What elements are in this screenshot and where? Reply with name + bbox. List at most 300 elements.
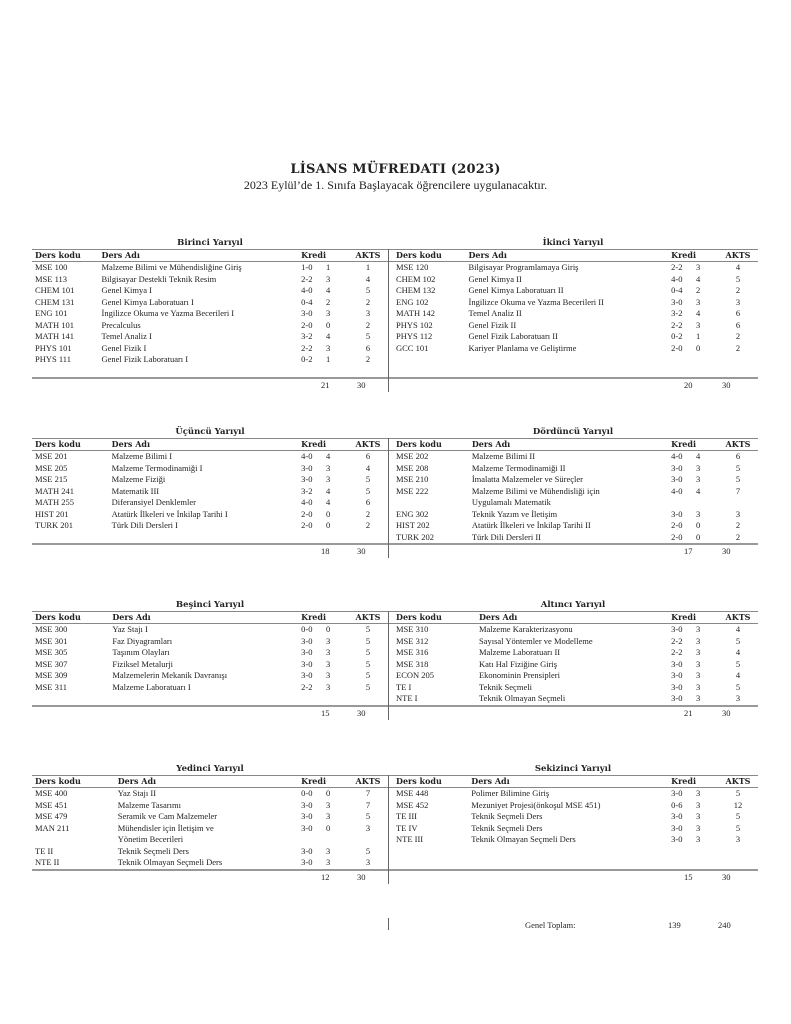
course-code: PHYS 112 [396, 331, 433, 341]
course-akts: 3 [735, 834, 741, 844]
total-rule [32, 543, 758, 545]
course-code: TE III [396, 811, 418, 821]
course-row [32, 800, 388, 812]
course-row [388, 297, 758, 309]
course-kredi: 1 [326, 262, 331, 272]
course-name: İngilizce Okuma ve Yazma Becerileri I [101, 308, 235, 318]
course-name: Teknik Seçmeli Ders [471, 822, 543, 833]
course-kredi: 0 [326, 520, 331, 530]
header-code: Ders kodu [396, 439, 442, 449]
course-name: Yönetim Becerileri [117, 834, 184, 844]
course-akts: 5 [365, 681, 371, 692]
course-name: Genel Kimya Laboratuarı I [101, 296, 194, 307]
column-divider [388, 438, 389, 558]
course-kredi: 0 [696, 342, 701, 353]
course-code: ENG 302 [396, 508, 429, 519]
course-hours: 3-0 [301, 857, 313, 867]
course-kredi: 4 [696, 308, 701, 318]
course-code: MSE 448 [396, 788, 429, 798]
course-akts: 5 [365, 635, 371, 646]
header-akts: AKTS [355, 776, 381, 786]
course-kredi: 3 [326, 799, 331, 810]
course-name: Taşınım Olayları [112, 647, 170, 657]
course-kredi: 4 [326, 331, 331, 341]
course-hours: 3-0 [671, 462, 683, 473]
course-akts: 2 [735, 331, 741, 341]
course-row [388, 834, 758, 846]
header-kredi: Kredi [301, 612, 326, 622]
course-hours: 3-0 [301, 822, 313, 833]
course-akts: 6 [365, 342, 371, 353]
course-row [388, 331, 758, 343]
course-row [388, 474, 758, 486]
total-kredi: 17 [684, 546, 693, 556]
course-code: MSE 202 [396, 451, 429, 461]
course-akts: 12 [733, 799, 743, 810]
course-row [388, 532, 758, 544]
total-akts: 30 [722, 871, 731, 882]
course-name: Bilgisayar Destekli Teknik Resim [101, 273, 217, 284]
course-hours: 2-2 [301, 681, 313, 692]
course-kredi: 3 [326, 647, 331, 657]
course-code [32, 834, 118, 846]
semester-title: Dördüncü Yarıyıl [532, 427, 614, 437]
semester-4 [388, 427, 758, 543]
course-code: CHEM 102 [396, 273, 436, 284]
course-row [388, 670, 758, 682]
course-akts: 4 [735, 670, 741, 680]
course-hours: 3-0 [301, 474, 313, 484]
semester-title: Yedinci Yarıyıl [176, 764, 244, 774]
semester-7 [32, 764, 388, 869]
course-kredi: 3 [696, 788, 701, 798]
header-akts: AKTS [725, 612, 751, 622]
course-akts: 2 [735, 520, 741, 530]
course-akts: 5 [735, 474, 741, 484]
course-row [32, 670, 388, 682]
course-row [32, 509, 388, 521]
course-code: MSE 113 [35, 273, 68, 284]
course-name: Malzeme Bilimi ve Mühendisliği için [471, 485, 600, 496]
course-name: Atatürk İlkeleri ve İnkilap Tarihi II [471, 520, 591, 530]
course-row [32, 659, 388, 671]
course-kredi: 4 [696, 485, 701, 496]
course-code: MSE 311 [35, 681, 68, 692]
course-hours: 2-2 [671, 319, 683, 330]
header-akts: AKTS [725, 439, 751, 449]
course-code: MSE 215 [35, 474, 68, 484]
course-code: MSE 120 [396, 262, 429, 272]
course-hours: 0-4 [671, 285, 683, 295]
course-row [388, 320, 758, 332]
total-rule [32, 869, 758, 871]
course-akts: 5 [365, 845, 371, 856]
course-hours: 4-0 [671, 451, 683, 461]
course-row [32, 811, 388, 823]
course-akts: 5 [365, 331, 371, 341]
course-row [388, 308, 758, 320]
course-akts: 5 [735, 635, 741, 646]
header-kredi: Kredi [671, 612, 696, 622]
course-code: TE I [396, 681, 412, 692]
course-name: Malzemelerin Mekanik Davranışı [112, 670, 228, 680]
course-hours: 0-0 [301, 788, 313, 798]
course-row [388, 659, 758, 671]
course-name: Genel Fizik II [468, 319, 517, 330]
course-akts: 2 [735, 285, 741, 295]
course-hours: 3-0 [301, 635, 313, 646]
semester-5 [32, 600, 388, 693]
total-kredi: 15 [684, 871, 693, 882]
course-row [388, 788, 758, 800]
course-kredi: 2 [696, 285, 701, 295]
header-spacer [326, 439, 348, 451]
course-name: Malzeme Laboratuarı II [478, 647, 561, 657]
course-hours: 3-0 [671, 788, 683, 798]
column-divider [388, 249, 389, 392]
course-kredi [696, 497, 718, 509]
column-divider [388, 775, 389, 884]
course-akts [718, 497, 758, 509]
course-row [32, 636, 388, 648]
course-kredi: 3 [326, 811, 331, 821]
semester-title: Beşinci Yarıyıl [175, 600, 245, 610]
course-kredi: 3 [326, 635, 331, 646]
course-row [388, 262, 758, 274]
total-rule [32, 705, 758, 707]
course-kredi: 3 [696, 799, 701, 810]
course-row [32, 451, 388, 463]
course-kredi: 3 [696, 635, 701, 646]
course-name: Uygulamalı Matematik [471, 497, 551, 507]
course-kredi: 3 [326, 273, 331, 284]
course-akts: 7 [365, 788, 371, 798]
course-code: MSE 310 [396, 624, 429, 634]
course-hours: 3-0 [671, 811, 683, 821]
course-row [32, 857, 388, 869]
course-akts: 4 [365, 273, 371, 284]
course-code: PHYS 111 [35, 354, 71, 364]
course-name: Teknik Seçmeli Ders [471, 811, 543, 821]
course-akts: 5 [735, 273, 741, 284]
semester-title: Birinci Yarıyıl [177, 238, 243, 248]
course-akts: 3 [365, 857, 371, 867]
course-akts: 5 [735, 788, 741, 798]
course-name: Faz Diyagramları [112, 635, 173, 646]
course-code: MSE 208 [396, 462, 429, 473]
course-akts: 5 [365, 658, 371, 669]
course-name: İngilizce Okuma ve Yazma Becerileri II [468, 296, 604, 307]
header-name: Ders Adı [471, 439, 511, 449]
course-akts: 3 [365, 822, 371, 833]
course-name: Kariyer Planlama ve Geliştirme [468, 342, 577, 353]
course-hours: 2-2 [671, 635, 683, 646]
course-code: MSE 316 [396, 647, 429, 657]
course-akts: 3 [735, 508, 741, 519]
course-hours: 2-0 [671, 520, 683, 530]
course-name: Temel Analiz II [468, 308, 522, 318]
course-name: Yaz Stajı I [112, 624, 148, 634]
header-spacer [696, 250, 718, 262]
course-row [32, 331, 388, 343]
course-code: MATH 142 [396, 308, 435, 318]
course-code: HIST 201 [35, 508, 69, 519]
course-code: MSE 451 [35, 799, 68, 810]
course-hours: 3-0 [301, 845, 313, 856]
grand-total-divider [388, 918, 389, 930]
course-hours [301, 834, 326, 846]
course-hours: 3-2 [301, 485, 313, 496]
course-kredi: 3 [326, 681, 331, 692]
header-kredi: Kredi [301, 250, 326, 260]
course-code: MSE 305 [35, 647, 68, 657]
grand-total-label: Genel Toplam: [525, 920, 576, 930]
course-code: ENG 102 [396, 296, 429, 307]
course-hours: 3-2 [671, 308, 683, 318]
course-kredi: 3 [326, 308, 331, 318]
course-hours: 3-0 [301, 658, 313, 669]
course-row [388, 509, 758, 521]
header-spacer [696, 612, 718, 624]
course-hours: 3-0 [671, 296, 683, 307]
course-name: Malzeme Tasarımı [117, 799, 181, 810]
course-code: CHEM 131 [35, 296, 75, 307]
header-akts: AKTS [725, 250, 751, 260]
course-akts: 2 [365, 319, 371, 330]
course-table [32, 438, 388, 532]
header-akts: AKTS [355, 439, 381, 449]
header-spacer [696, 776, 718, 788]
course-kredi: 4 [326, 285, 331, 295]
course-akts: 5 [365, 285, 371, 295]
course-code: ENG 101 [35, 308, 68, 318]
course-table [388, 438, 758, 543]
course-akts: 4 [365, 462, 371, 473]
course-code: ECON 205 [396, 670, 435, 680]
total-akts: 30 [722, 380, 731, 390]
course-kredi: 3 [326, 670, 331, 680]
semester-3 [32, 427, 388, 532]
total-akts: 30 [357, 546, 366, 556]
course-akts: 5 [365, 624, 371, 634]
course-hours: 3-0 [671, 670, 683, 680]
course-row [388, 520, 758, 532]
header-kredi: Kredi [671, 250, 696, 260]
course-code: MSE 300 [35, 624, 68, 634]
header-name: Ders Adı [112, 612, 151, 622]
course-code: MSE 312 [396, 635, 429, 646]
course-code: MSE 301 [35, 635, 68, 646]
course-akts: 3 [365, 308, 371, 318]
course-code: MAN 211 [35, 822, 70, 833]
course-kredi: 0 [326, 508, 331, 519]
course-akts: 5 [735, 658, 741, 669]
course-hours: 4-0 [301, 451, 313, 461]
course-kredi: 3 [326, 474, 331, 484]
header-kredi: Kredi [301, 776, 326, 786]
total-kredi: 15 [321, 707, 330, 718]
course-name: Malzeme Bilimi I [111, 451, 173, 461]
course-hours: 2-0 [671, 531, 683, 542]
course-name: Sayısal Yöntemler ve Modelleme [478, 635, 593, 646]
course-code: NTE I [396, 693, 418, 703]
course-name: Katı Hal Fiziğine Giriş [478, 658, 558, 669]
total-kredi: 20 [684, 380, 693, 390]
course-row [32, 520, 388, 532]
course-kredi: 1 [696, 331, 701, 341]
course-name: Genel Kimya II [468, 273, 522, 284]
course-kredi: 0 [326, 822, 331, 833]
course-kredi: 0 [326, 624, 331, 634]
course-row [32, 285, 388, 297]
course-code [388, 497, 472, 509]
course-name: Genel Kimya Laboratuarı II [468, 285, 564, 295]
course-row [388, 823, 758, 835]
course-akts: 6 [365, 451, 371, 461]
header-code: Ders kodu [396, 612, 442, 622]
course-akts: 5 [735, 462, 741, 473]
header-spacer [696, 439, 718, 451]
course-name: Malzeme Bilimi II [471, 451, 536, 461]
course-akts: 5 [735, 822, 741, 833]
header-kredi: Kredi [671, 439, 696, 449]
course-kredi: 3 [696, 462, 701, 473]
course-table [388, 775, 758, 846]
total-akts: 30 [357, 707, 366, 718]
course-name: Mezuniyet Projesi(önkoşul MSE 451) [471, 799, 601, 810]
course-kredi: 3 [326, 462, 331, 473]
course-row [32, 354, 388, 366]
course-kredi: 1 [326, 354, 331, 364]
course-hours: 0-2 [671, 331, 683, 341]
course-kredi: 3 [696, 693, 701, 703]
course-hours: 3-0 [301, 308, 313, 318]
semester-title: İkinci Yarıyıl [542, 238, 604, 248]
course-row [388, 285, 758, 297]
course-hours: 3-0 [301, 670, 313, 680]
semester-6 [388, 600, 758, 705]
course-hours [671, 497, 696, 509]
total-kredi: 12 [321, 871, 330, 882]
course-kredi: 3 [696, 262, 701, 272]
course-name: Mühendisler için İletişim ve [117, 822, 214, 833]
course-akts: 4 [735, 647, 741, 657]
course-hours: 3-0 [301, 799, 313, 810]
course-akts: 5 [365, 474, 371, 484]
course-name: Teknik Seçmeli [478, 681, 532, 692]
course-code: TE IV [396, 822, 418, 833]
course-name: Teknik Olmayan Seçmeli [478, 693, 566, 703]
course-row [388, 647, 758, 659]
course-table [388, 611, 758, 705]
course-akts: 7 [735, 485, 741, 496]
course-name: Teknik Seçmeli Ders [117, 845, 189, 856]
header-kredi: Kredi [671, 776, 696, 786]
course-hours: 4-0 [671, 485, 683, 496]
course-code: MATH 255 [35, 497, 74, 507]
course-name: Precalculus [101, 319, 141, 330]
course-row [32, 834, 388, 846]
course-akts: 5 [365, 647, 371, 657]
course-row [388, 636, 758, 648]
course-akts [348, 834, 388, 846]
course-code: MATH 241 [35, 485, 74, 496]
course-hours: 3-0 [671, 681, 683, 692]
header-code: Ders kodu [35, 250, 81, 260]
course-row [32, 463, 388, 475]
course-row [32, 262, 388, 274]
course-akts: 5 [365, 670, 371, 680]
total-akts: 30 [722, 546, 731, 556]
course-kredi: 3 [696, 811, 701, 821]
course-kredi: 3 [326, 342, 331, 353]
header-name: Ders Adı [111, 439, 151, 449]
course-code: GCC 101 [396, 342, 429, 353]
course-akts: 5 [365, 811, 371, 821]
total-rule [32, 377, 758, 379]
course-row [32, 624, 388, 636]
course-hours: 3-0 [671, 822, 683, 833]
header-code: Ders kodu [35, 439, 81, 449]
column-divider [388, 611, 389, 720]
course-akts: 2 [365, 508, 371, 519]
course-row [32, 788, 388, 800]
course-table [388, 249, 758, 354]
header-spacer [326, 612, 348, 624]
course-hours: 0-4 [301, 296, 313, 307]
course-name: Malzeme Fiziği [111, 474, 166, 484]
course-name: Türk Dili Dersleri I [111, 520, 178, 530]
course-hours: 2-0 [301, 319, 313, 330]
course-row [388, 811, 758, 823]
grand-total-kredi: 139 [668, 920, 681, 930]
course-code: NTE II [35, 857, 60, 867]
course-akts: 6 [735, 451, 741, 461]
course-hours: 3-0 [301, 647, 313, 657]
course-kredi: 0 [696, 531, 701, 542]
course-hours: 2-2 [671, 647, 683, 657]
course-kredi: 4 [696, 451, 701, 461]
course-code: MSE 452 [396, 799, 429, 810]
course-hours: 1-0 [301, 262, 313, 272]
course-akts: 5 [735, 811, 741, 821]
course-hours: 3-0 [301, 462, 313, 473]
course-akts: 5 [365, 485, 371, 496]
course-code: TURK 201 [35, 520, 74, 530]
course-code: HIST 202 [396, 520, 430, 530]
grand-total-akts: 240 [718, 920, 731, 930]
header-akts: AKTS [355, 612, 381, 622]
header-name: Ders Adı [471, 776, 510, 786]
course-row [32, 320, 388, 332]
course-hours: 0-0 [301, 624, 313, 634]
course-row [388, 693, 758, 705]
course-akts: 7 [365, 799, 371, 810]
course-table [32, 611, 388, 693]
header-kredi: Kredi [301, 439, 326, 449]
course-code: TURK 202 [396, 531, 435, 542]
semester-title: Sekizinci Yarıyıl [534, 764, 612, 774]
course-hours: 2-2 [301, 342, 313, 353]
course-hours: 2-0 [301, 508, 313, 519]
course-row [32, 486, 388, 498]
header-code: Ders kodu [35, 612, 81, 622]
course-row [388, 451, 758, 463]
course-code: MSE 210 [396, 474, 429, 484]
course-name: Genel Fizik Laboratuarı II [468, 331, 558, 341]
course-name: Malzeme Karakterizasyonu [478, 624, 573, 634]
course-name: Malzeme Termodinamiği I [111, 462, 203, 473]
